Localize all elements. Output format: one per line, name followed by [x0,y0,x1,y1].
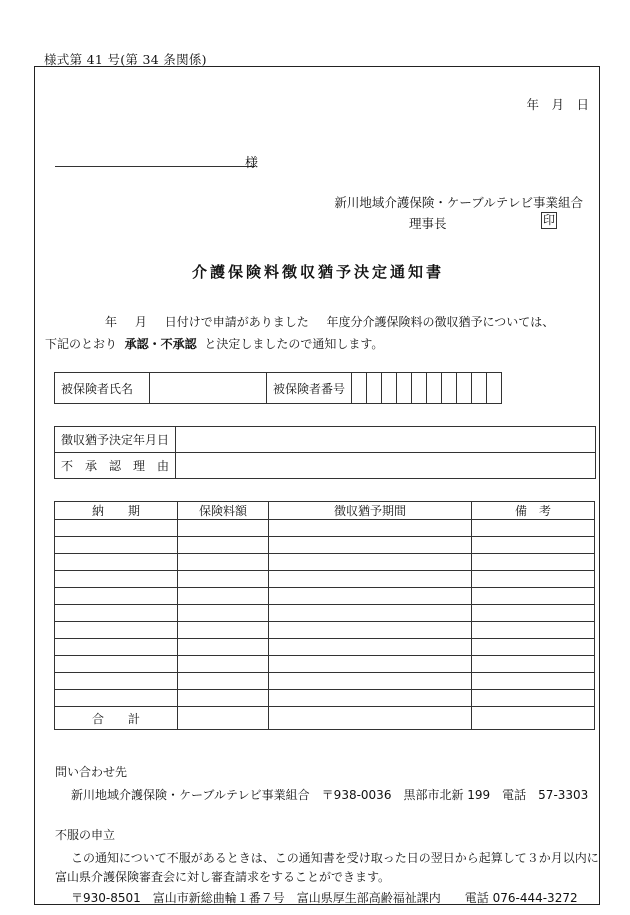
table-row [55,690,595,707]
insured-number-digit[interactable] [397,373,412,404]
body-application: 日付けで申請がありました [164,315,309,329]
appeal-line-2: 富山県介護保険審査会に対し審査請求をすることができます。 [55,870,391,884]
document-title: 介護保険料徴収猶予決定通知書 [191,263,444,281]
insured-number-digit[interactable] [472,373,487,404]
insured-table [54,372,502,404]
table-row [55,639,595,656]
total-remarks-field[interactable] [472,707,595,730]
body-year: 年 [105,315,118,329]
table-row [55,605,595,622]
header-premium-amount: 保険料額 [178,502,269,520]
total-row [55,707,595,730]
notice-frame [34,66,600,905]
decision-date-field[interactable] [176,427,596,453]
insured-number-digit[interactable] [487,373,502,404]
reject-reason-label: 不 承 認 理 由 [55,453,176,479]
form-code: 様式第 41 号(第 34 条関係) [44,52,207,67]
table-row [55,656,595,673]
insured-number-digit[interactable] [457,373,472,404]
appeal-line-1: この通知について不服があるときは、この通知書を受け取った日の翌日から起算して３か月以内に [71,851,599,865]
addressee-suffix: 様 [245,156,259,171]
issuer-title: 理事長 [409,216,447,231]
insured-number-digit[interactable] [352,373,367,404]
total-label: 合 計 [55,707,178,730]
insured-name-field[interactable] [150,373,267,404]
table-row [55,537,595,554]
appeal-label: 不服の申立 [55,828,116,842]
table-row [55,622,595,639]
insured-number-digit[interactable] [382,373,397,404]
table-row [55,554,595,571]
insured-number-digit[interactable] [367,373,382,404]
insured-number-digit[interactable] [442,373,457,404]
header-due-period: 納 期 [55,502,178,520]
contact-text: 新川地域介護保険・ケーブルテレビ事業組合 〒938-0036 黒部市北新 199 電話 57-3303 [71,788,589,802]
addressee-line [55,165,255,167]
header-deferral-period: 徴収猶予期間 [269,502,472,520]
body-line-1 [105,313,554,330]
schedule-table [54,501,595,730]
body-month: 月 [134,315,147,329]
header-remarks: 備 考 [472,502,595,520]
total-period-field[interactable] [269,707,472,730]
table-row [55,588,595,605]
table-row [55,520,595,537]
issue-date: 年 月 日 [526,97,589,112]
insured-number-digit[interactable] [412,373,427,404]
insured-number-label: 被保険者番号 [267,373,352,404]
decision-table [54,426,596,479]
insured-name-label: 被保険者氏名 [55,373,150,404]
table-row [55,673,595,690]
decision-date-label: 徴収猶予決定年月日 [55,427,176,453]
insured-number-digit[interactable] [427,373,442,404]
issuer-org: 新川地域介護保険・ケーブルテレビ事業組合 [334,195,583,210]
contact-label: 問い合わせ先 [55,765,128,779]
appeal-line-3: 〒930-8501 富山市新総曲輪１番７号 富山県厚生部高齢福祉課内 電話 076-444-3272 [71,891,578,905]
total-amount-field[interactable] [178,707,269,730]
body-post: と決定しましたので通知します。 [204,337,384,351]
body-pre: 下記のとおり [45,337,118,351]
body-line-2 [45,335,383,352]
seal-mark: 印 [543,213,556,227]
table-row [55,571,595,588]
reject-reason-field[interactable] [176,453,596,479]
body-fiscal-year: 年度分介護保険料の徴収猶予については、 [326,315,555,329]
body-decision: 承認・不承認 [124,337,197,351]
